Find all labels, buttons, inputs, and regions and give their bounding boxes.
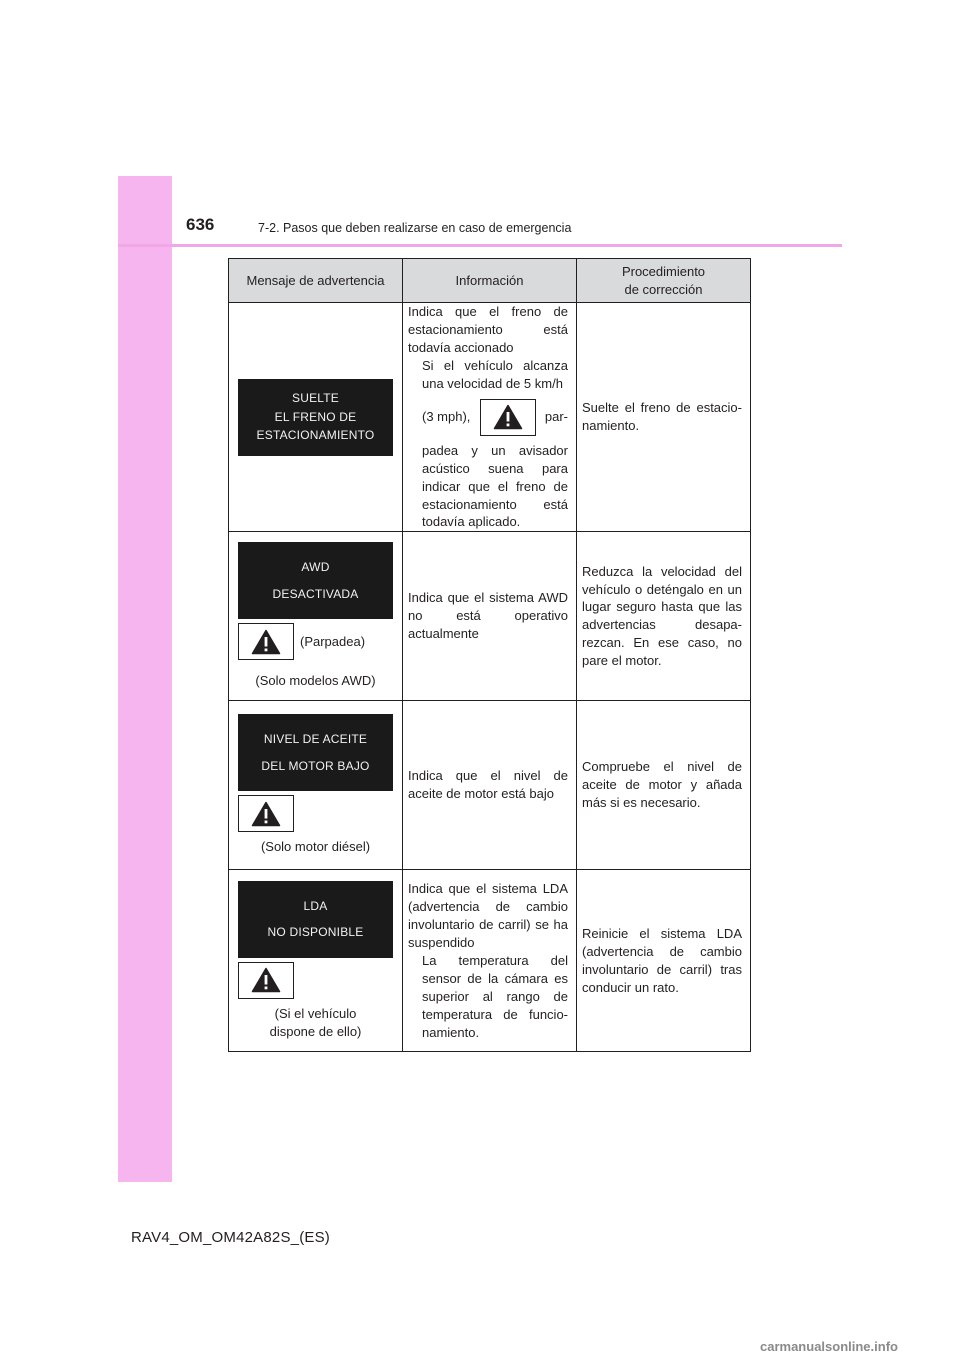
- applicability-caption: (Solo motor diésel): [260, 839, 371, 855]
- display-message-engine-oil: NIVEL DE ACEITE DEL MOTOR BAJO: [238, 714, 393, 791]
- document-code: RAV4_OM_OM42A82S_(ES): [131, 1229, 331, 1246]
- warning-triangle-icon: [238, 623, 294, 660]
- applicability-caption: (Si el vehículo dispone de ello): [269, 1005, 362, 1039]
- watermark: carmanualsonline.info: [760, 1339, 898, 1354]
- information-cell: Indica que el freno de estacionamiento está todavía accionado Si el vehículo alcanza una velocidad de 5 km/h (3 mph), par- padea y un avisador acústico suena para indicar que el freno de estacionamiento está todavía aplicado.: [403, 303, 577, 532]
- display-message-awd: AWD DESACTIVADA: [238, 542, 393, 619]
- message-cell: [229, 870, 403, 1052]
- warning-triangle-icon: [238, 962, 294, 999]
- procedure-cell: Reduzca la velocidad del vehículo o deténgalo en un lugar seguro hasta que las advertencias desapa-rezcan. En ese caso, no pare el motor.: [577, 532, 751, 701]
- information-cell: Indica que el sistema LDA (advertencia de cambio involuntario de carril) se ha suspendido La temperatura del sensor de la cámara es superior al rango de temperatura de funcio-namiento.: [403, 870, 577, 1052]
- page-number: 636: [186, 215, 215, 234]
- column-header-message: Mensaje de advertencia: [229, 259, 403, 303]
- information-cell: Indica que el sistema AWD no está operativo actualmente: [403, 532, 577, 701]
- chapter-sidebar-tab: [118, 176, 172, 1182]
- message-cell: [229, 303, 403, 532]
- message-cell: [229, 701, 403, 870]
- table-header-row: [229, 259, 751, 303]
- header-divider: [118, 244, 842, 247]
- applicability-caption: (Solo modelos AWD): [255, 673, 376, 689]
- message-cell: [229, 532, 403, 701]
- warning-triangle-icon: [238, 795, 294, 832]
- table-row: [229, 701, 751, 870]
- display-message-lda: LDA NO DISPONIBLE: [238, 881, 393, 958]
- column-header-procedure: Procedimiento de corrección: [577, 259, 751, 303]
- information-cell: Indica que el nivel de aceite de motor está bajo: [403, 701, 577, 870]
- warning-messages-table: [228, 258, 751, 1052]
- column-header-information: Información: [403, 259, 577, 303]
- table-row: [229, 303, 751, 532]
- section-title: 7-2. Pasos que deben realizarse en caso de emergencia: [258, 221, 572, 235]
- procedure-cell: Suelte el freno de estacio-namiento.: [577, 303, 751, 532]
- procedure-cell: Reinicie el sistema LDA (advertencia de cambio involuntario de carril) tras conducir un rato.: [577, 870, 751, 1052]
- table-row: [229, 532, 751, 701]
- table-row: [229, 870, 751, 1052]
- indicator-flashing-label: (Parpadea): [300, 634, 366, 650]
- warning-triangle-icon: [480, 399, 536, 436]
- procedure-cell: Compruebe el nivel de aceite de motor y añada más si es necesario.: [577, 701, 751, 870]
- display-message-parking-brake: SUELTE EL FRENO DE ESTACIONAMIENTO: [238, 379, 393, 456]
